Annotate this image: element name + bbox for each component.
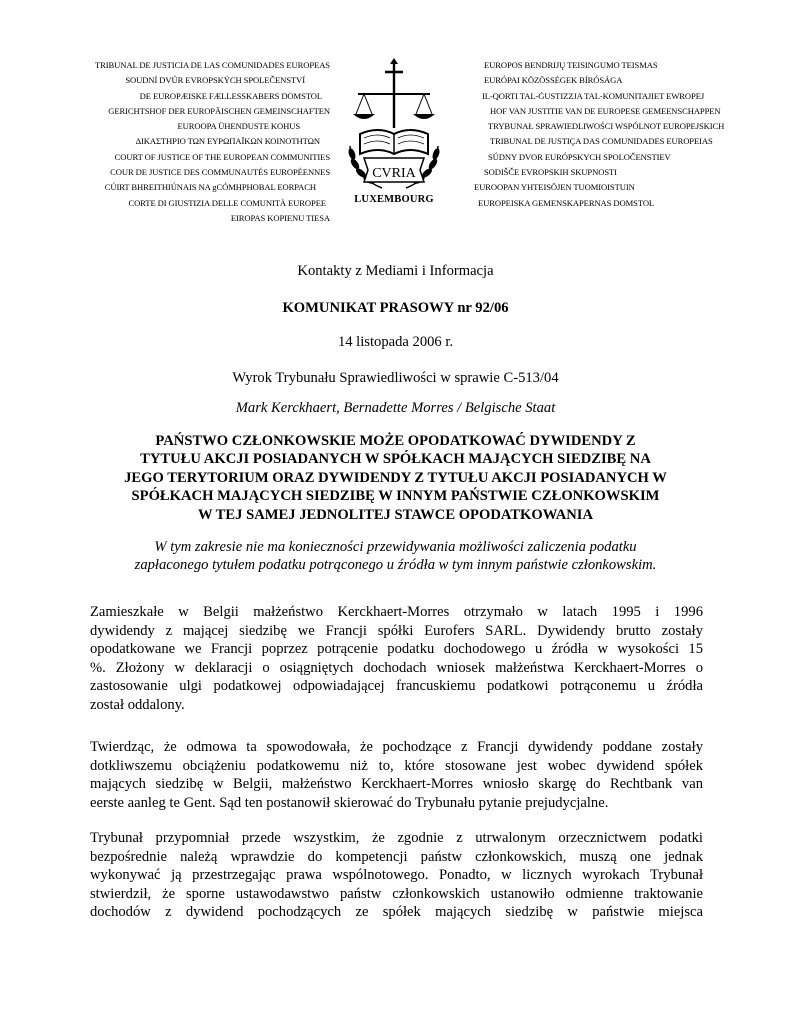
court-name: CÚIRT BHREITHIÚNAIS NA gCÓMHPHOBAL EORPACH — [104, 182, 316, 193]
body-paragraph — [90, 738, 703, 812]
case-parties: Mark Kerckhaert, Bernadette Morres / Belgische Staat — [235, 400, 556, 416]
court-name: ΔΙΚΑΣΤΗΡΙΟ ΤΩΝ ΕΥΡΩΠΑΪΚΩΝ ΚΟΙΝΟΤΗΤΩΝ — [135, 136, 320, 147]
emblem-text: CVRIA — [372, 166, 416, 181]
city-label: LUXEMBOURG — [354, 194, 434, 205]
court-name: CORTE DI GIUSTIZIA DELLE COMUNITÀ EUROPEE — [128, 197, 326, 208]
court-name: EUROOPA ÜHENDUSTE KOHUS — [177, 121, 300, 132]
paragraph-line: dochodów z dywidend pochodzących ze spółek mających siedzibę w państwie miejsca — [90, 904, 703, 920]
court-name: SÚDNY DVOR EURÓPSKYCH SPOLOČENSTIEV — [488, 151, 671, 162]
letterhead — [0, 0, 791, 240]
judgment-reference: Wyrok Trybunału Sprawiedliwości w sprawie C-513/04 — [232, 370, 559, 386]
court-name: GERICHTSHOF DER EUROPÄISCHEN GEMEINSCHAFTEN — [108, 105, 330, 116]
headline-line: TYTUŁU AKCJI POSIADANYCH W SPÓŁKACH MAJĄCYCH SIEDZIBĘ NA — [140, 451, 651, 468]
paragraph-line: eerste aanleg te Gent. Sąd ten postanowił skierować do Trybunału pytanie prejudycjalne. — [90, 794, 609, 811]
court-name: TRIBUNAL DE JUSTICIA DE LAS COMUNIDADES EUROPEAS — [94, 60, 330, 70]
court-name: TRIBUNAL DE JUSTIÇA DAS COMUNIDADES EUROPEIAS — [490, 136, 713, 147]
release-date: 14 listopada 2006 r. — [337, 334, 454, 350]
paragraph-line: stwierdził, że sporne ustawodawstwo państw członkowskich ustanowiło odmienne traktowanie — [90, 885, 703, 902]
paragraph-line: %. Złożony w deklaracji o osiągniętych dochodach wniosek małżeństwa Kerckhaert-Morres o — [90, 659, 703, 676]
court-name: EUROPEISKA GEMENSKAPERNAS DOMSTOL — [478, 197, 655, 208]
court-name: EURÓPAI KÖZÖSSÉGEK BÍRÓSÁGA — [484, 75, 623, 86]
headline — [60, 432, 731, 524]
court-names-right — [462, 58, 762, 211]
court-name: IL-QORTI TAL-ĠUSTIZZJA TAL-KOMUNITAJIET EWROPEJ — [482, 90, 705, 101]
paragraph-line: został oddalony. — [90, 696, 185, 713]
paragraph-line: Trybunał przypomniał przede wszystkim, że zgodnie z utrwalonym orzecznictwem podatki — [90, 830, 703, 846]
body-paragraph — [90, 603, 703, 714]
paragraph-line: opodatkowane we Francji poprzez potrącenie podatku dochodowego u źródła w wysokości 15 — [90, 641, 703, 657]
contacts-heading: Kontakty z Mediami i Informacja — [297, 263, 494, 279]
headline-line: W TEJ SAMEJ JEDNOLITEJ STAWCE OPODATKOWANIA — [197, 506, 594, 523]
headline-line: PAŃSTWO CZŁONKOWSKIE MOŻE OPODATKOWAĆ DYWIDENDY Z — [155, 433, 636, 449]
paragraph-line: Zamieszkałe w Belgii małżeństwo Kerckhaert-Morres otrzymało w latach 1995 i 1996 — [90, 604, 703, 620]
body-paragraph — [90, 829, 703, 922]
court-name: COUR DE JUSTICE DES COMMUNAUTÉS EUROPÉENNES — [110, 167, 330, 178]
headline-line: JEGO TERYTORIUM ORAZ DYWIDENDY Z TYTUŁU AKCJI POSIADANYCH W — [124, 469, 667, 486]
court-name: EUROPOS BENDRIJŲ TEISINGUMO TEISMAS — [484, 60, 658, 70]
court-name: DE EUROPÆISKE FÆLLESSKABERS DOMSTOL — [139, 90, 322, 101]
subheadline-line: W tym zakresie nie ma konieczności przewidywania możliwości zaliczenia podatku — [154, 539, 637, 555]
press-release-number: KOMUNIKAT PRASOWY nr 92/06 — [282, 300, 509, 316]
subheadline — [60, 538, 731, 575]
court-name: SODIŠČE EVROPSKIH SKUPNOSTI — [484, 167, 617, 178]
paragraph-line: bezpośrednie należą wprawdzie do kompetencji państw członkowskich, muszą one jednak — [90, 848, 703, 865]
court-name: SOUDNÍ DVŮR EVROPSKÝCH SPOLEČENSTVÍ — [125, 75, 305, 86]
paragraph-line: mających siedzibę w Belgii, małżeństwo Kerckhaert-Morres wniosło skargę do Rechtbank van — [90, 776, 703, 792]
headline-line: SPÓŁKACH MAJĄCYCH SIEDZIBĘ W INNYM PAŃSTWIE CZŁONKOWSKIM — [131, 488, 660, 505]
court-name: EUROOPAN YHTEISÖJEN TUOMIOISTUIN — [474, 182, 635, 193]
court-name: EIROPAS KOPIENU TIESA — [230, 212, 330, 223]
court-names-left — [40, 58, 330, 226]
paragraph-line: dotkliwszemu obciążeniu podatkowemu niż to, które stosowane jest wobec dywidend spółek — [90, 757, 703, 774]
court-name: COURT OF JUSTICE OF THE EUROPEAN COMMUNITIES — [114, 151, 330, 162]
court-name: TRYBUNAŁ SPRAWIEDLIWOŚCI WSPÓLNOT EUROPEJSKICH — [488, 121, 725, 132]
paragraph-line: wykonywać ją przestrzegając prawa wspólnotowego. Ponadto, w licznych wyrokach Trybunał — [90, 867, 703, 883]
court-emblem-icon — [338, 58, 450, 208]
paragraph-line: dywidendy z mającej siedzibę we Francji spółki Eurofers SARL. Dywidendy brutto zostały — [90, 622, 703, 639]
court-name: HOF VAN JUSTITIE VAN DE EUROPESE GEMEENSCHAPPEN — [490, 105, 721, 116]
paragraph-line: zastosowanie ulgi podatkowej odpowiadającej francuskiemu podatkowi potrąconemu u źródła — [90, 678, 703, 694]
paragraph-line: Twierdząc, że odmowa ta spowodowała, że pochodzące z Francji dywidendy poddane zostały — [90, 739, 703, 755]
subheadline-line: zapłaconego tytułem podatku potrąconego u źródła w tym innym państwie członkowskim. — [134, 557, 657, 574]
